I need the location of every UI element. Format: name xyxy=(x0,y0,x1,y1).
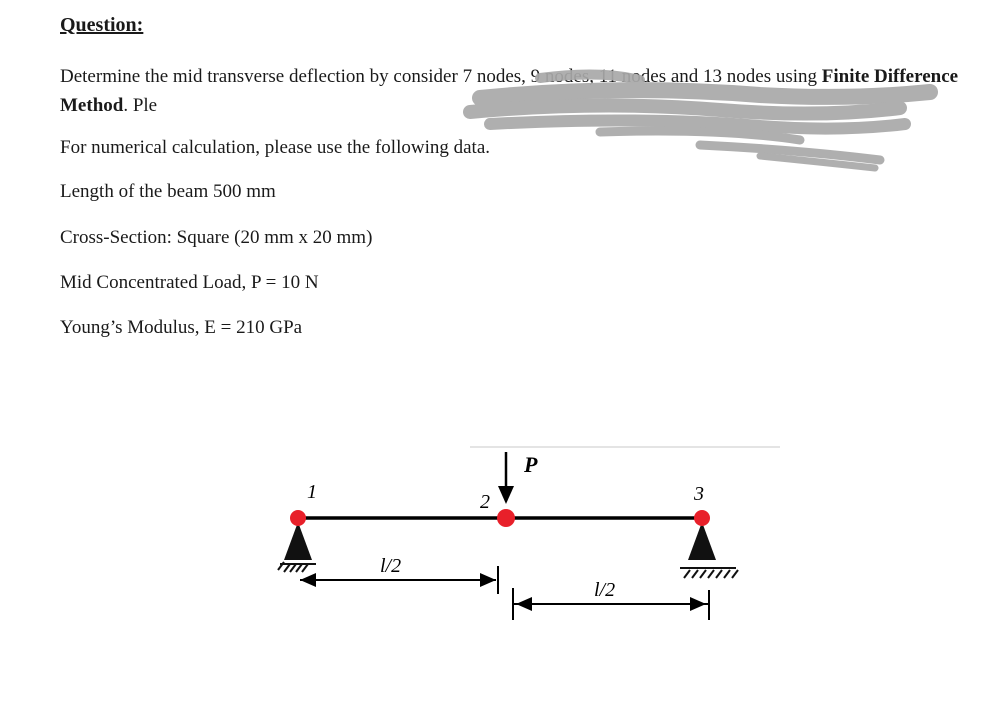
data-length: Length of the beam 500 mm xyxy=(60,181,276,202)
node-3-label: 3 xyxy=(694,483,704,505)
paragraph-start: Determine the mid transverse deflection by consider xyxy=(60,66,458,87)
left-span-label: l/2 xyxy=(380,555,402,577)
data-intro: For numerical calculation, please use the following data. xyxy=(60,137,490,158)
data-load: Mid Concentrated Load, P = 10 N xyxy=(60,272,319,293)
data-cross-section: Cross-Section: Square (20 mm x 20 mm) xyxy=(60,227,373,248)
left-pin-support xyxy=(284,522,312,560)
left-support-hatch xyxy=(278,562,316,572)
method-name: Finite Difference Method xyxy=(60,66,959,116)
load-arrow-head xyxy=(498,486,514,504)
right-span-arrow-start xyxy=(516,597,532,611)
data-modulus: Young’s Modulus, E = 210 GPa xyxy=(60,317,303,338)
paragraph-end: . Ple xyxy=(123,95,158,116)
node-2-marker xyxy=(497,509,515,527)
right-span-label: l/2 xyxy=(594,579,616,601)
node-3-marker xyxy=(694,510,710,526)
left-span-arrow-end xyxy=(480,573,496,587)
paragraph-middle: 7 nodes, 9 nodes, 11 nodes and 13 nodes using xyxy=(457,66,822,87)
load-label: P xyxy=(524,452,538,477)
right-support-hatch xyxy=(680,568,738,578)
left-span-arrow-start xyxy=(300,573,316,587)
question-title: Question: xyxy=(60,14,144,36)
node-2-label: 2 xyxy=(480,491,490,513)
node-1-marker xyxy=(290,510,306,526)
right-roller-support xyxy=(688,522,716,560)
node-1-label: 1 xyxy=(307,481,317,503)
right-span-arrow-end xyxy=(690,597,706,611)
